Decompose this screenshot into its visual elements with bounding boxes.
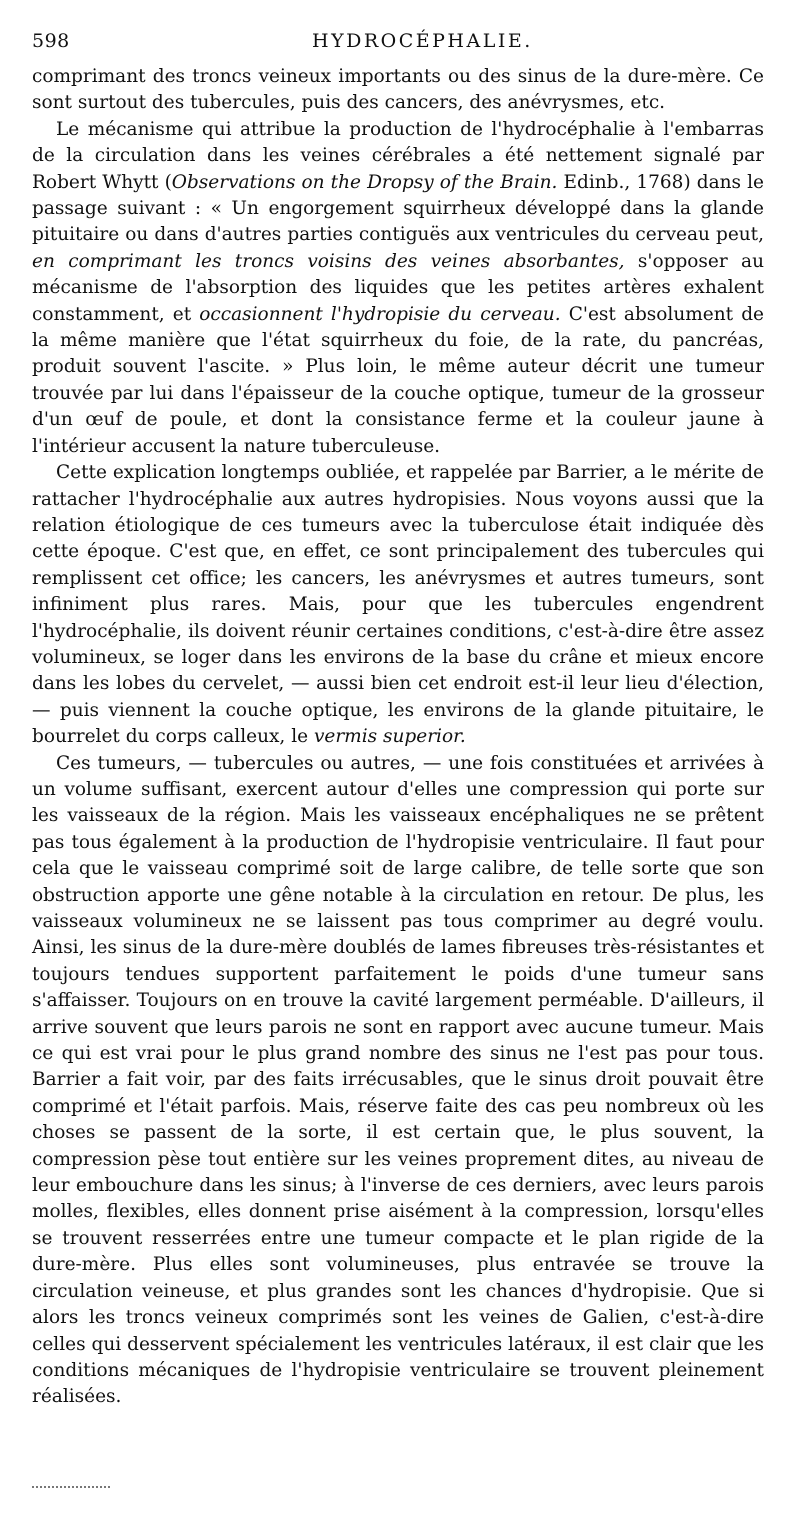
italic-book-title: Observations on the Dropsy of the Brain. (171, 171, 558, 193)
paragraph-compression-mechanism (32, 751, 764, 1411)
text-run: s'opposer au mécanisme de l'absorption des liquides que les petites artères exhalent constamment, et (32, 250, 764, 325)
body-text (32, 64, 764, 1411)
page-number: 598 (32, 30, 70, 52)
footer-print-mark (32, 1486, 110, 1488)
text-run: Cette explication longtemps oubliée, et rappelée par Barrier, a le mérite de rattacher l'hydrocéphalie aux autres hydropisies. Nous voyons aussi que la relation étiologique de ces tumeurs avec la tuberculose était indiquée dès cette époque. C'est que, en effet, ce sont principalement des tubercules qui remplissent cet office; les cancers, les anévrysmes et autres tumeurs, sont infiniment plus rares. Mais, pour que les tubercules engendrent l'hydrocéphalie, ils doivent réunir certaines conditions, c'est-à-dire être assez volumineux, se loger dans les environs de la base du crâne et mieux encore dans les lobes du cervelet, — aussi bien cet endroit est-il leur lieu d'élection, — puis viennent la couche optique, les environs de la glande pituitaire, le bourrelet du corps calleux, le (32, 462, 764, 748)
paragraph-continuation (32, 64, 764, 117)
running-title: HYDROCÉPHALIE. (312, 30, 533, 52)
paragraph-text: Ces tumeurs, — tubercules ou autres, — une fois constituées et arrivées à un volume suffisant, exercent autour d'elles une compression qui porte sur les vaisseaux de la région. Mais les vaisseaux encéphaliques ne se prêtent pas tous également à la production de l'hydropisie ventriculaire. Il faut pour cela que le vaisseau comprimé soit de large calibre, de telle sorte que son obstruction apporte une gêne notable à la circulation en retour. De plus, les vaisseaux volumineux ne se laissent pas tous comprimer au degré voulu. Ainsi, les sinus de la dure-mère doublés de lames fibreuses très-résistantes et toujours tendues supportent parfaitement le poids d'une tumeur sans s'affaisser. Toujours on en trouve la cavité largement perméable. D'ailleurs, il arrive souvent que leurs parois ne sont en rapport avec aucune tumeur. Mais ce qui est vrai pour le plus grand nombre des sinus ne l'est pas pour tous. Barrier a fait voir, par des faits irrécusables, que le sinus droit pouvait être comprimé et l'était parfois. Mais, réserve faite des cas peu nombreux où les choses se passent de la sorte, il est certain que, le plus souvent, la compression pèse tout entière sur les veines proprement dites, au niveau de leur embouchure dans les sinus; à l'inverse de ces derniers, avec leurs parois molles, flexibles, elles donnent prise aisément à la compression, lorsqu'elles se trouvent resserrées entre une tumeur compacte et le plan rigide de la dure-mère. Plus elles sont volumineuses, plus entravée se trouve la circulation veineuse, et plus grandes sont les chances d'hydropisie. Que si alors les troncs veineux comprimés sont les veines de Galien, c'est-à-dire celles qui desservent spécialement les ventricules latéraux, il est clair que les conditions mécaniques de l'hydropisie ventriculaire se trouvent pleinement réalisées. (32, 752, 764, 1408)
italic-latin-term: vermis superior. (313, 726, 466, 748)
italic-emphasis: occasionnent l'hydropisie du cerveau. (199, 303, 561, 325)
paragraph-whytt-quote (32, 117, 764, 460)
text-run: Edinb., 1768) dans le passage suivant : « Un engorgement squirrheux développé dans la glande pituitaire ou dans d'autres parties contiguës aux ventricules du cerveau peut, (32, 171, 764, 246)
text-run: C'est absolument de la même manière que l'état squirrheux du foie, de la rate, du pancréas, produit souvent l'ascite. » Plus loin, le même auteur décrit une tumeur trouvée par lui dans l'épaisseur de la couche optique, tumeur de la grosseur d'un œuf de poule, et dont la consistance ferme et la couleur jaune à l'intérieur accusent la nature tuberculeuse. (32, 303, 765, 457)
book-page (32, 30, 764, 1411)
paragraph-text: comprimant des troncs veineux importants ou des sinus de la dure-mère. Ce sont surtout des tubercules, puis des cancers, des anévrysmes, etc. (32, 66, 764, 114)
italic-emphasis: en comprimant les troncs voisins des veines absorbantes, (32, 250, 625, 272)
paragraph-barrier-explanation (32, 460, 764, 750)
running-head (32, 30, 764, 56)
text-run: Le mécanisme qui attribue la production de l'hydrocéphalie à l'embarras de la circulation dans les veines cérébrales a été nettement signalé par Robert Whytt ( (32, 118, 764, 193)
